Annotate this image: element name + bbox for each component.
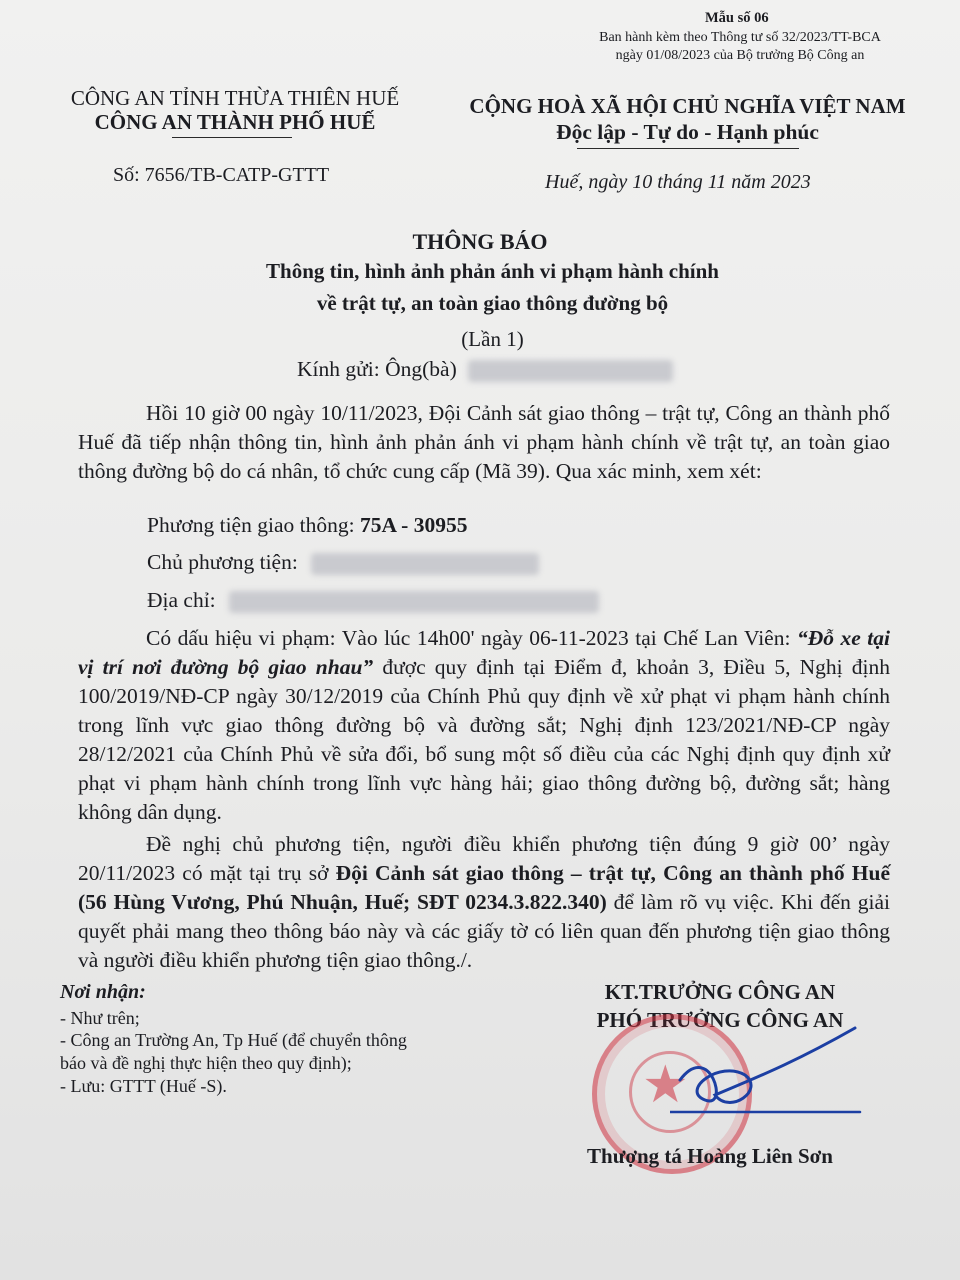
form-issued-line1: Ban hành kèm theo Thông tư số 32/2023/TT-BCA bbox=[599, 30, 881, 45]
seal-star-icon: ★ bbox=[642, 1057, 689, 1114]
recipients-item-2: - Công an Trường An, Tp Huế (để chuyển thông bbox=[60, 1030, 407, 1050]
request-paragraph bbox=[78, 830, 890, 975]
document-number: Số: 7656/TB-CATP-GTTT bbox=[113, 164, 330, 186]
signer-role-1: KT.TRƯỞNG CÔNG AN bbox=[604, 980, 836, 1004]
vehicle-line bbox=[147, 513, 467, 538]
violation-prefix: Có dấu hiệu vi phạm: Vào lúc 14h00' ngày 06-11-2023 tại Chế Lan Viên: bbox=[146, 626, 797, 650]
redacted-recipient-name bbox=[468, 360, 673, 382]
form-code: Mẫu số 06 bbox=[705, 10, 769, 26]
violation-name: “Đỗ xe tại vị trí nơi đường bộ giao nhau” bbox=[78, 626, 890, 679]
request-prefix: Đề nghị chủ phương tiện, người điều khiển phương tiện đúng 9 giờ 00’ ngày 20/11/2023 có mặt tại trụ sở bbox=[78, 832, 890, 885]
violation-legal-basis: được quy định tại Điểm đ, khoản 3, Điều 5, Nghị định 100/2019/NĐ-CP ngày 30/12/2019 của Chính Phủ quy định về xử phạt vi phạm hành chính trong lĩnh vực giao thông đường bộ và đường sắt; Nghị định 123/2021/NĐ-CP ngày 28/12/2021 của Chính Phủ về sửa đổi, bổ sung một số điều của các Nghị định quy định xử phạt vi phạm hành chính trong lĩnh vực hàng hải; giao thông đường bộ, đường sắt; hàng không dân dụng. bbox=[78, 655, 890, 824]
handwritten-signature bbox=[670, 1020, 870, 1130]
redacted-owner-name bbox=[311, 553, 539, 575]
recipients-item-4: - Lưu: GTTT (Huế -S). bbox=[60, 1076, 227, 1096]
agency-underline bbox=[172, 137, 292, 138]
owner-label: Chủ phương tiện: bbox=[147, 550, 298, 574]
form-issued-line2: ngày 01/08/2023 của Bộ trưởng Bộ Công an bbox=[615, 48, 865, 63]
recipients-item-1: - Như trên; bbox=[60, 1008, 140, 1028]
notice-title: THÔNG BÁO bbox=[412, 229, 548, 254]
document-date: Huế, ngày 10 tháng 11 năm 2023 bbox=[545, 171, 811, 193]
notice-subtitle-2: về trật tự, an toàn giao thông đường bộ bbox=[316, 291, 669, 315]
license-plate: 75A - 30955 bbox=[359, 513, 468, 537]
agency-name: CÔNG AN THÀNH PHỐ HUẾ bbox=[94, 110, 376, 134]
recipient-label: Kính gửi: Ông(bà) bbox=[297, 357, 457, 381]
vehicle-label: Phương tiện giao thông: bbox=[147, 513, 360, 537]
address-label: Địa chỉ: bbox=[147, 588, 216, 612]
intro-paragraph: Hồi 10 giờ 00 ngày 10/11/2023, Đội Cảnh sát giao thông – trật tự, Công an thành phố Huế đã tiếp nhận thông tin, hình ảnh phản ánh vi phạm hành chính về trật tự, an toàn giao thông đường bộ do cá nhân, tổ chức cung cấp (Mã 39). Qua xác minh, xem xét: bbox=[78, 401, 890, 483]
recipient-line bbox=[297, 357, 673, 382]
address-line bbox=[147, 588, 599, 613]
nation-name: CỘNG HOÀ XÃ HỘI CHỦ NGHĨA VIỆT NAM bbox=[469, 94, 906, 118]
motto-underline bbox=[577, 148, 799, 149]
recipients-item-3: báo và đề nghị thực hiện theo quy định); bbox=[60, 1053, 352, 1073]
agency-parent: CÔNG AN TỈNH THỪA THIÊN HUẾ bbox=[70, 86, 400, 110]
recipients-label: Nơi nhận: bbox=[60, 981, 146, 1003]
nation-motto: Độc lập - Tự do - Hạnh phúc bbox=[556, 120, 819, 144]
notice-round: (Lần 1) bbox=[461, 327, 524, 351]
violation-paragraph bbox=[78, 624, 890, 827]
notice-subtitle-1: Thông tin, hình ảnh phản ánh vi phạm hành chính bbox=[266, 259, 719, 283]
request-place: Đội Cảnh sát giao thông – trật tự, Công an thành phố Huế (56 Hùng Vương, Phú Nhuận, Huế; SĐT 0234.3.822.340) bbox=[78, 861, 890, 914]
signer-role-2: PHÓ TRƯỞNG CÔNG AN bbox=[596, 1008, 844, 1032]
request-rest: để làm rõ vụ việc. Khi đến giải quyết phải mang theo thông báo này và các giấy tờ có liên quan đến phương tiện giao thông và người điều khiển phương tiện giao thông./. bbox=[78, 890, 890, 972]
owner-line bbox=[147, 550, 539, 575]
signer-name: Thượng tá Hoàng Liên Sơn bbox=[587, 1144, 833, 1168]
redacted-address bbox=[229, 591, 599, 613]
